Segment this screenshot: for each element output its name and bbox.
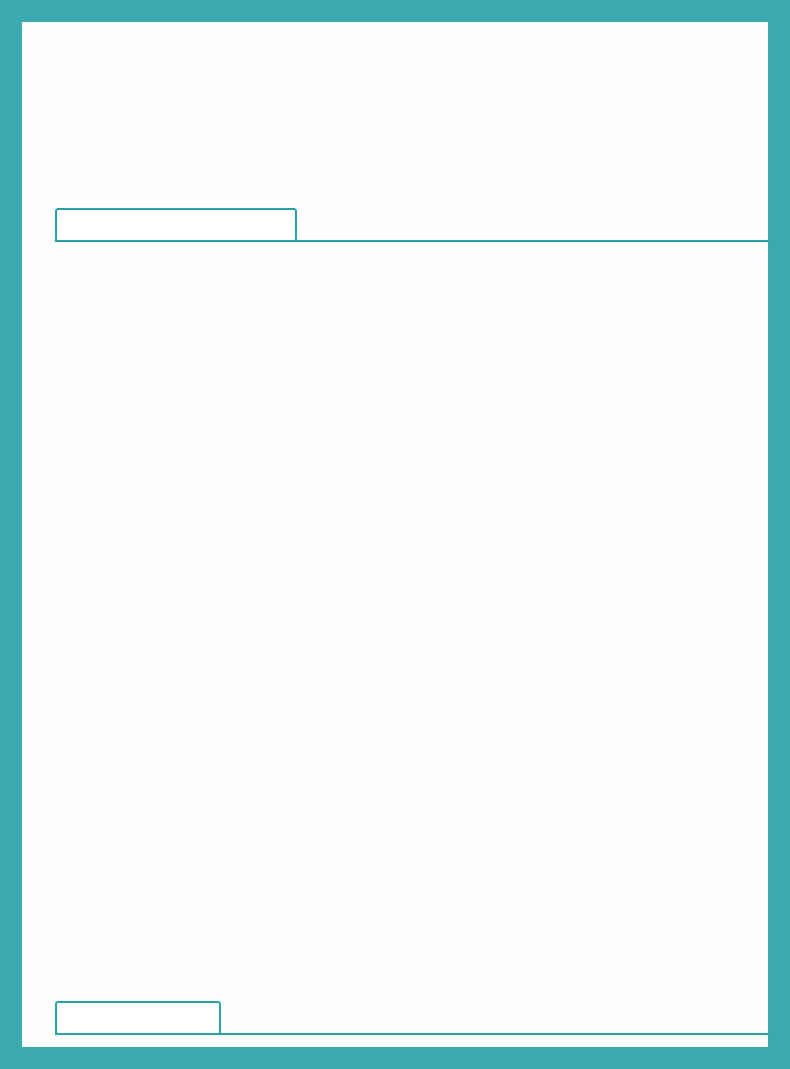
answers-title (55, 1001, 221, 1035)
chapter-3-header[interactable] (55, 208, 769, 242)
answers-header[interactable] (55, 1001, 769, 1035)
chapter-3-title (55, 208, 297, 242)
toc-page (22, 22, 768, 1047)
